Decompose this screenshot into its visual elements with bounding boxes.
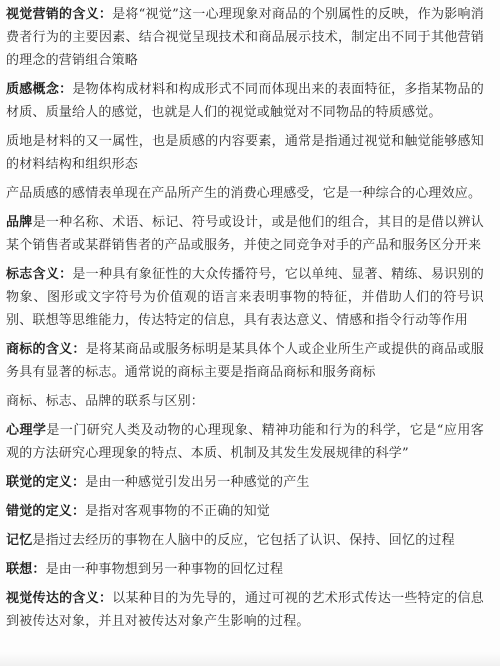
term-memory: 记忆 [6, 533, 33, 548]
paragraph-illusion [6, 500, 484, 523]
definition-illusion: 是指对客观事物的不正确的知觉 [85, 504, 271, 519]
definition-synesthesia: 是由一种感觉引发出另一种感觉的产生 [85, 475, 310, 490]
paragraph-texture-quality [6, 130, 484, 176]
definition-visual-marketing: 是将“视觉”这一心理现象对商品的个别属性的反映，作为影响消费者行为的主要因素、结合视觉呈现技术和商品展示技术，制定出不同于其他营销的理念的营销组合策略 [6, 7, 485, 68]
paragraph-visual-marketing [6, 3, 484, 72]
paragraph-synesthesia [6, 471, 484, 494]
term-association: 联想： [6, 562, 46, 577]
paragraph-memory [6, 529, 484, 552]
term-brand: 品牌 [6, 215, 33, 230]
page-bottom-edge [0, 652, 500, 666]
term-visual-marketing: 视觉营销的含义： [6, 7, 113, 22]
text-texture-quality: 质地是材料的又一属性，也是质感的内容要素，通常是指通过视觉和触觉能够感知的材料结构和组织形态 [6, 134, 484, 172]
definition-psychology: 是一门研究人类及动物的心理现象、精神功能和行为的科学，它是“应用客观的方法研究心理现象的特点、本质、机制及其发生发展规律的科学” [6, 423, 484, 461]
term-psychology: 心理学 [6, 423, 47, 438]
paragraph-association [6, 558, 484, 581]
definition-visual-communication: 以某种目的为先导的，通过可视的艺术形式传达一些特定的信息到被传达对象，并且对被传达对象产生影响的过程。 [6, 591, 484, 629]
text-product-texture-emotion: 产品质感的感情表单现在产品所产生的消费心理感受，它是一种综合的心理效应。 [6, 186, 482, 201]
text-trademark-logo-brand: 商标、标志、品牌的联系与区别： [6, 394, 205, 409]
paragraph-brand [6, 211, 484, 257]
definition-memory: 是指过去经历的事物在人脑中的反应，它包括了认识、保持、回忆的过程 [32, 533, 455, 548]
term-texture-concept: 质感概念： [6, 82, 73, 97]
term-visual-communication: 视觉传达的含义： [6, 591, 113, 606]
definition-texture-concept: 是物体构成材料和构成形式不同而体现出来的表面特征，多指某物品的材质、质量给人的感觉，也就是人们的视觉或触觉对不同物品的特质感觉。 [6, 82, 484, 120]
definition-brand: 是一种名称、术语、标记、符号或设计，或是他们的组合，其目的是借以辨认某个销售者或某群销售者的产品或服务，并使之同竞争对手的产品和服务区分开来 [6, 215, 484, 253]
paragraph-visual-communication [6, 587, 484, 633]
paragraph-logo [6, 263, 484, 332]
paragraph-psychology [6, 419, 484, 465]
term-trademark: 商标的含义： [6, 342, 86, 357]
term-logo: 标志含义： [6, 267, 73, 282]
term-synesthesia: 联觉的定义： [6, 475, 86, 490]
definition-trademark: 是将某商品或服务标明是某具体个人或企业所生产或提供的商品或服务具有显著的标志。通常说的商标主要是指商品商标和服务商标 [6, 342, 484, 380]
definition-association: 是由一种事物想到另一种事物的回忆过程 [45, 562, 284, 577]
paragraph-trademark-logo-brand [6, 390, 484, 413]
definition-logo: 是一种具有象征性的大众传播符号，它以单纯、显著、精练、易识别的物象、图形或文字符号为价值观的语言来表明事物的特征，并借助人们的符号识别、联想等思维能力，传达特定的信息，具有表达意义、情感和指令行动等作用 [6, 267, 484, 328]
term-illusion: 错觉的定义： [6, 504, 86, 519]
paragraph-texture-concept [6, 78, 484, 124]
paragraph-product-texture-emotion [6, 182, 484, 205]
paragraph-trademark [6, 338, 484, 384]
